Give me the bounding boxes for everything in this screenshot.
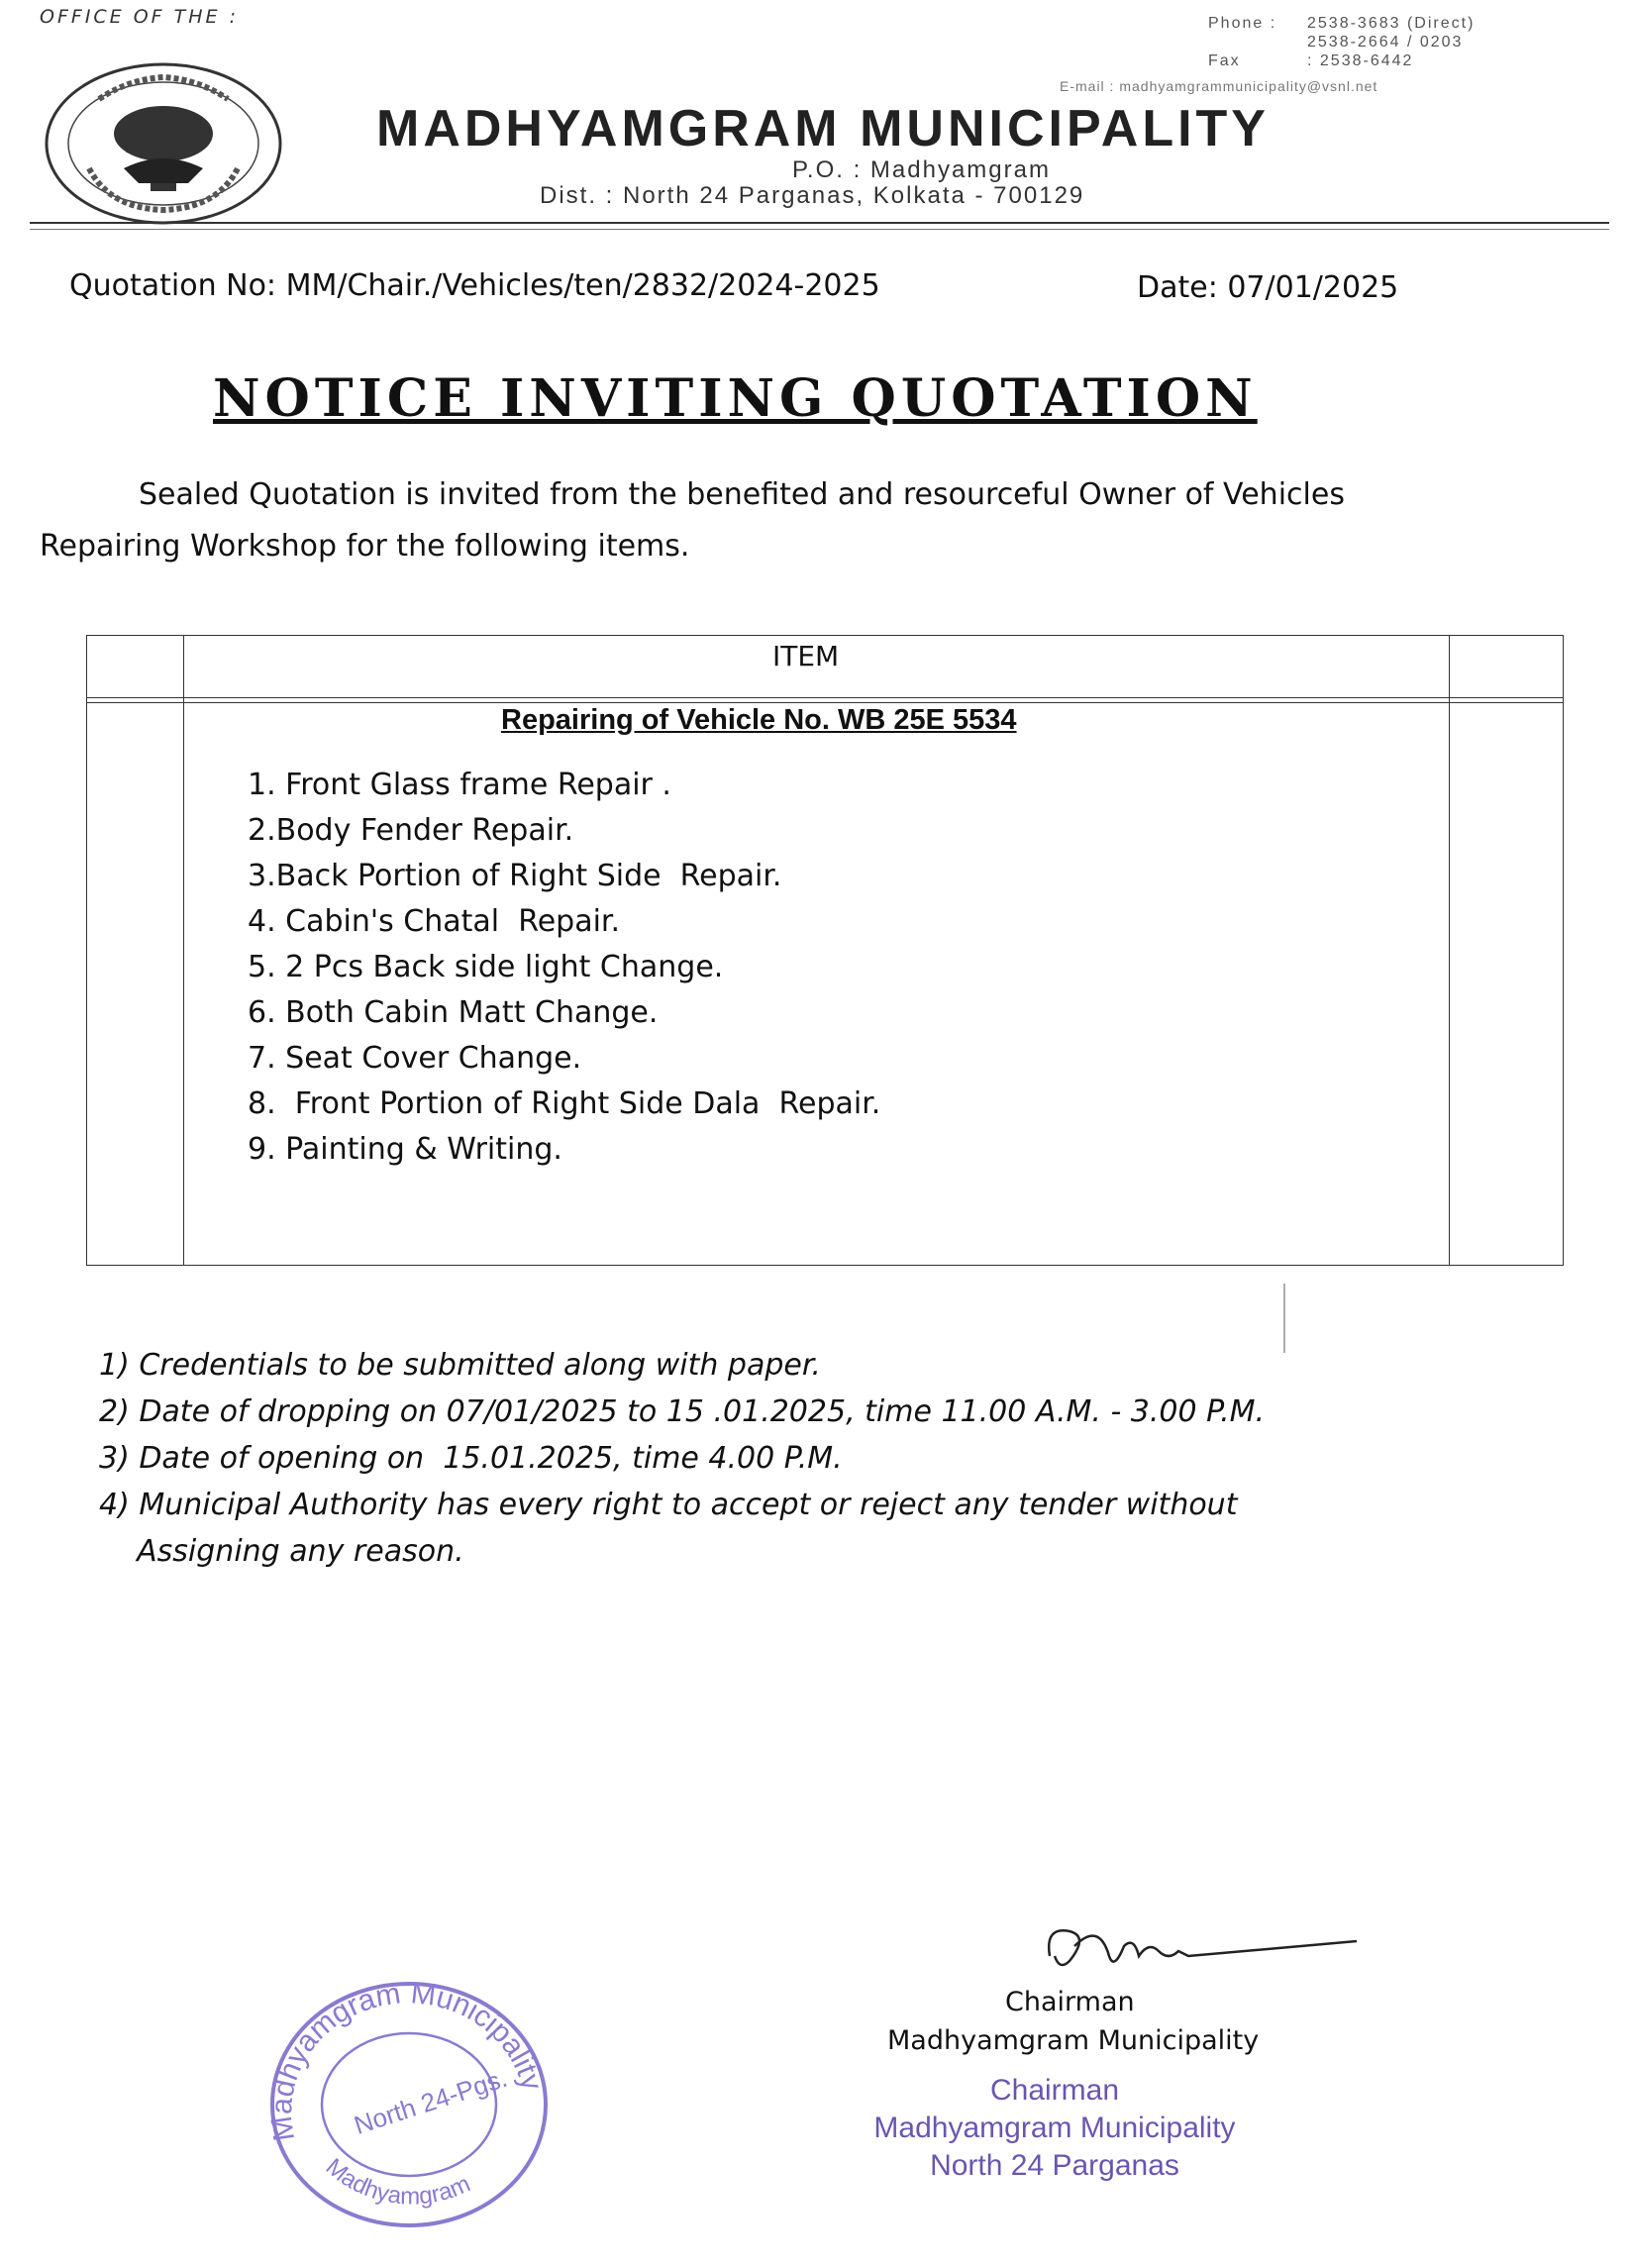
table-header-item: ITEM [772,640,840,672]
municipality-logo [40,59,287,228]
post-office: P.O. : Madhyamgram [792,156,1051,183]
quotation-date: Date: 07/01/2025 [1137,270,1399,305]
list-item: 6. Both Cabin Matt Change. [248,995,659,1030]
signatory-org: Madhyamgram Municipality [887,2025,1260,2056]
seal-outer-text: Madhyamgram Municipality [265,1977,549,2144]
stamp-line-1: Chairman [989,2074,1120,2107]
terms-list [99,1342,1265,1575]
header-divider [30,222,1609,224]
term-item: 4) Municipal Authority has every right to accept or reject any tender without [99,1488,1238,1522]
office-of-label: OFFICE OF THE : [40,6,239,28]
contact-block [1208,14,1475,70]
intro-paragraph [40,469,1584,572]
seal-bottom-text: Madhyamgram [320,2153,475,2211]
term-item: 1) Credentials to be submitted along with paper. [99,1348,821,1383]
list-item: 5. 2 Pcs Back side light Change. [248,950,724,984]
list-item: 7. Seat Cover Change. [248,1041,582,1076]
signatory-title: Chairman [1005,1987,1135,2017]
header-divider-thin [30,229,1609,230]
intro-line-2: Repairing Workshop for the following items. [40,529,690,564]
quotation-number: Quotation No: MM/Chair./Vehicles/ten/2832/2024-2025 [69,268,880,303]
seal-inner-text: North 24-Pgs. [350,2062,511,2140]
stamp-line-2: Madhyamgram Municipality [873,2112,1236,2144]
phone-other: 2538-2664 / 0203 [1307,34,1464,51]
notice-title: NOTICE INVITING QUOTATION [213,368,1258,429]
phone-label: Phone : [1208,15,1277,32]
district-address: Dist. : North 24 Parganas, Kolkata - 700129 [540,182,1085,209]
list-item: 9. Painting & Writing. [248,1132,562,1167]
phone-direct: 2538-3683 (Direct) [1307,15,1476,32]
list-item: 1. Front Glass frame Repair . [248,768,671,802]
list-item: 4. Cabin's Chatal Repair. [248,904,621,939]
municipality-seal [265,1971,553,2228]
margin-mark [1283,1284,1285,1353]
list-item: 3.Back Portion of Right Side Repair. [248,859,782,893]
municipality-title: MADHYAMGRAM MUNICIPALITY [376,100,1270,157]
chairman-signature [1040,1916,1357,1986]
vehicle-heading: Repairing of Vehicle No. WB 25E 5534 [501,704,1017,736]
term-item: 2) Date of dropping on 07/01/2025 to 15 .01.2025, time 11.00 A.M. - 3.00 P.M. [99,1394,1266,1429]
stamp-line-3: North 24 Parganas [930,2149,1179,2182]
fax-number: : 2538-6442 [1307,52,1414,69]
svg-text:Madhyamgram [321,2153,474,2210]
term-item: Assigning any reason. [99,1534,464,1569]
list-item: 8. Front Portion of Right Side Dala Repair. [248,1086,881,1121]
list-item: 2.Body Fender Repair. [248,813,574,848]
repair-items-list [248,763,880,1173]
email-address: E-mail : madhyamgrammunicipality@vsnl.net [1060,78,1378,94]
intro-line-1: Sealed Quotation is invited from the benefited and resourceful Owner of Vehicles [139,477,1345,512]
fax-label: Fax [1208,52,1241,69]
chairman-stamp [792,2072,1317,2185]
term-item: 3) Date of opening on 15.01.2025, time 4.00 P.M. [99,1441,843,1476]
